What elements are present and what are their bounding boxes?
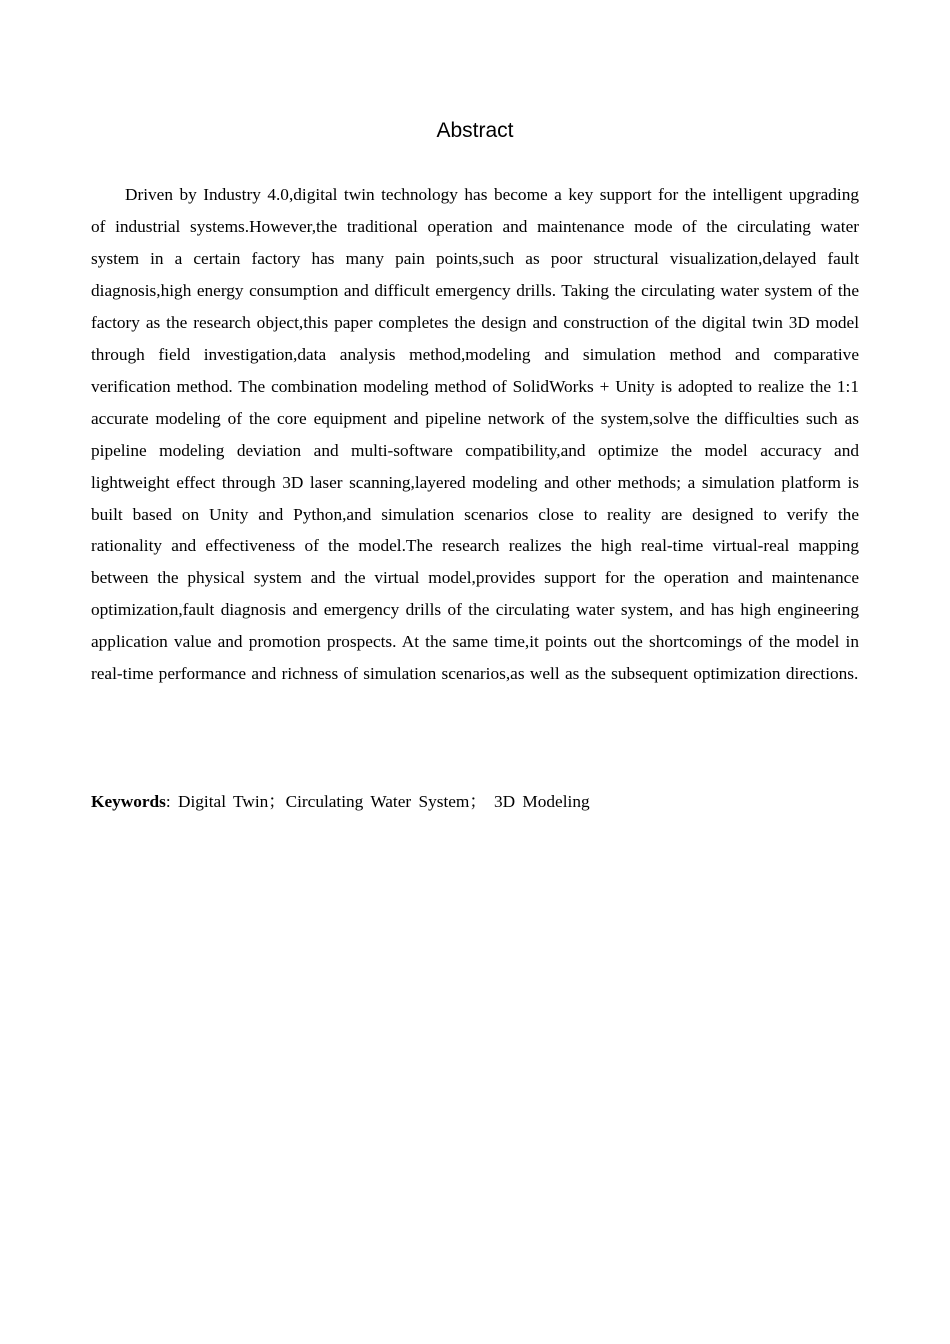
keywords-text: : Digital Twin；Circulating Water System； 3D Modeling <box>165 792 590 811</box>
abstract-title: Abstract <box>436 119 514 142</box>
abstract-body: Driven by Industry 4.0,digital twin technology has become a key support for the intelligent upgrading of industrial systems.However,the traditional operation and maintenance mode of the circulating water system in a certain factory has many pain points,such as poor structural visualization,delayed fault diagnosis,high energy consumption and difficult emergency drills. Taking the circulating water system of the factory as the research object,this paper completes the design and construction of the digital twin 3D model through field investigation,data analysis method,modeling and simulation method and comparative verification method. The combination modeling method of SolidWorks + Unity is adopted to realize the 1:1 accurate modeling of the core equipment and pipeline network of the system,solve the difficulties such as pipeline modeling deviation and multi-software compatibility,and optimize the model accuracy and lightweight effect through 3D laser scanning,layered modeling and other methods; a simulation platform is built based on Unity and Python,and simulation scenarios close to reality are designed to verify the rationality and effectiveness of the model.The research realizes the high real-time virtual-real mapping between the physical system and the virtual model,provides support for the operation and maintenance optimization,fault diagnosis and emergency drills of the circulating water system, and has high engineering application value and promotion prospects. At the same time,it points out the shortcomings of the model in real-time performance and richness of simulation scenarios,as well as the subsequent optimization directions. <box>91 185 859 684</box>
keywords-label: Keywords <box>91 792 166 811</box>
keywords-line <box>91 786 859 817</box>
